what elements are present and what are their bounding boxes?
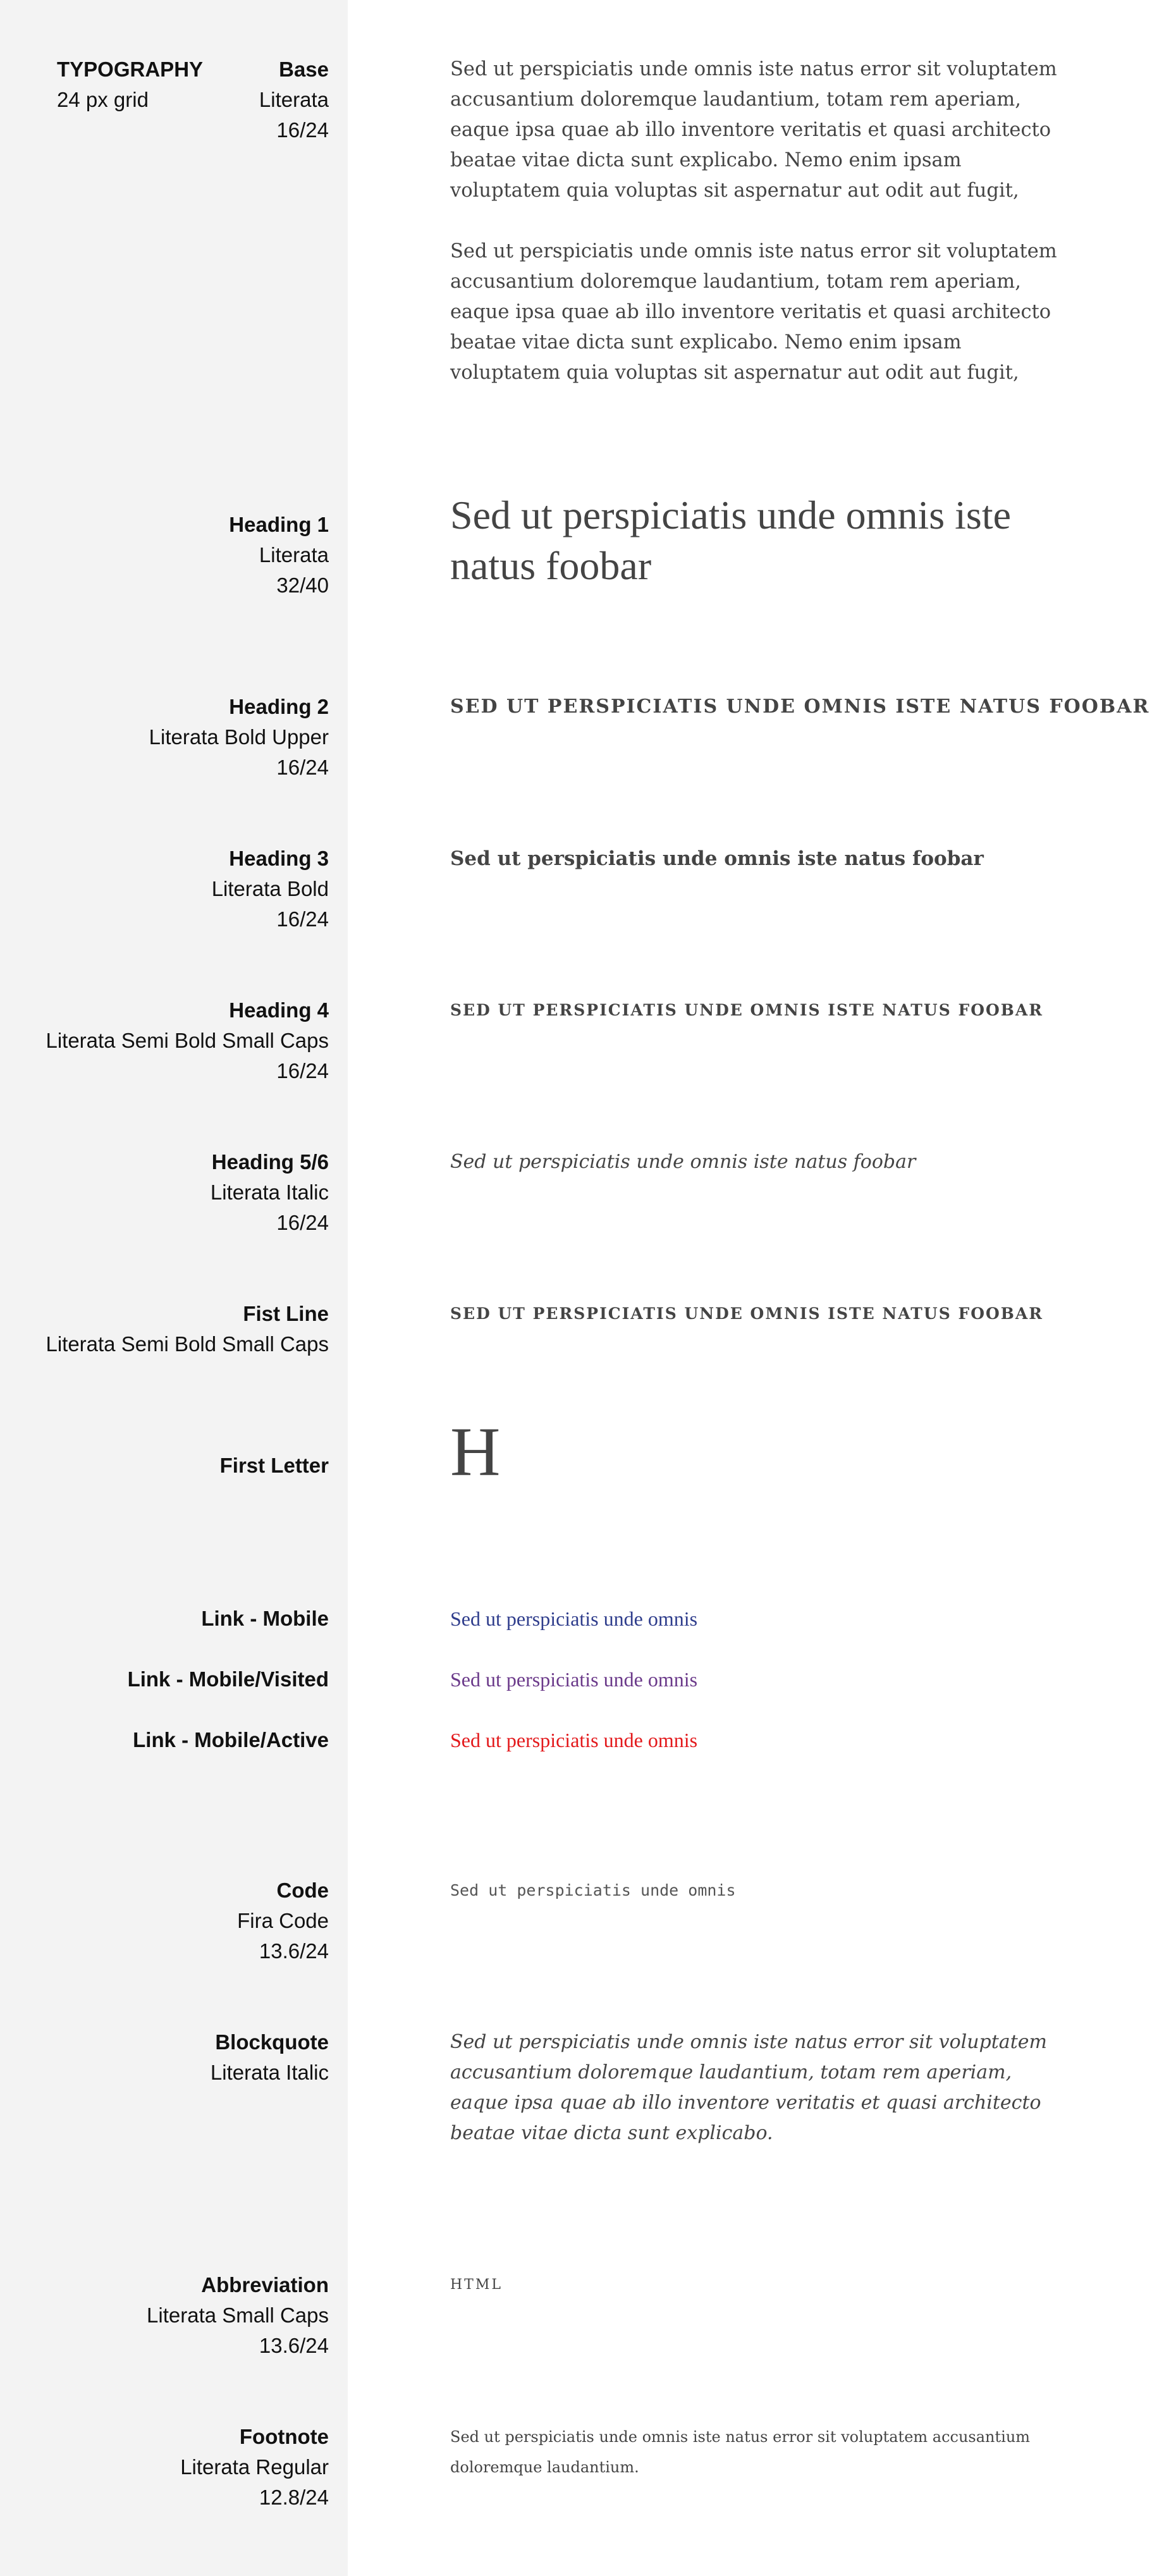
font-size: 16/24 [276,1059,329,1083]
sample-heading-2: SED UT PERSPICIATIS UNDE OMNIS ISTE NATUS FOOBAR [450,696,1150,718]
style-name: Fist Line [243,1302,329,1325]
sidebar-panel [0,0,348,2576]
style-name: Code [276,1879,329,1902]
label-link-visited [0,1664,329,1695]
sample-base-paragraph-2: Sed ut perspiciatis unde omnis iste natus error sit voluptatem accusantium doloremque laudantium, totam rem aperiam, eaque ipsa quae ab illo inventore veritatis et quasi architecto beatae vitae dicta sunt explicabo. Nemo enim ipsam voluptatem quia voluptas sit aspernatur aut odit aut fugit, [450,240,1057,384]
style-name: Link - Mobile/Active [133,1728,329,1751]
label-link-mobile [0,1604,329,1634]
style-name: Heading 1 [229,513,329,536]
style-name: Abbreviation [201,2273,329,2297]
style-name: Heading 5/6 [211,1150,329,1174]
font-name: Literata Italic [210,2061,329,2084]
style-name: Link - Mobile/Visited [127,1667,329,1691]
font-name: Literata Semi Bold Small Caps [46,1332,329,1356]
sample-base-paragraph-1: Sed ut perspiciatis unde omnis iste natus error sit voluptatem accusantium doloremque laudantium, totam rem aperiam, eaque ipsa quae ab illo inventore veritatis et quasi architecto beatae vitae dicta sunt explicabo. Nemo enim ipsam voluptatem quia voluptas sit aspernatur aut odit aut fugit, [450,58,1057,202]
style-name: Blockquote [215,2030,329,2054]
label-blockquote [0,2027,329,2088]
font-name: Literata [259,88,329,111]
sample-heading-3: Sed ut perspiciatis unde omnis iste natus foobar [450,847,984,870]
font-size: 13.6/24 [259,1939,329,1963]
font-name: Literata Regular [180,2455,329,2479]
label-first-line [0,1299,329,1359]
sample-abbreviation: HTML [450,2277,503,2293]
style-name: Heading 4 [229,998,329,1022]
label-heading-4 [0,995,329,1086]
font-size: 16/24 [276,756,329,779]
style-name: Footnote [239,2425,329,2448]
label-heading-3 [0,843,329,935]
label-abbreviation [0,2270,329,2361]
sample-first-letter: H [450,1413,501,1490]
label-heading-2 [0,692,329,783]
label-code [0,1875,329,1966]
font-size: 16/24 [276,1211,329,1234]
style-name: First Letter [219,1454,329,1477]
font-size: 13.6/24 [259,2334,329,2357]
sample-heading-1: Sed ut perspiciatis unde omnis iste natus foobar [450,493,1011,588]
sample-blockquote: Sed ut perspiciatis unde omnis iste natus error sit voluptatem accusantium doloremque laudantium, totam rem aperiam, eaque ipsa quae ab illo inventore veritatis et quasi architecto beatae vitae dicta sunt explicabo. [450,2031,1047,2144]
label-base [0,54,329,145]
font-name: Literata Italic [210,1181,329,1204]
label-link-active [0,1725,329,1755]
font-size: 32/40 [276,573,329,597]
style-name: Base [279,58,329,81]
label-footnote [0,2422,329,2513]
grid-note: 24 px grid [57,88,149,111]
style-name: Link - Mobile [201,1607,329,1630]
label-heading-1 [0,510,329,601]
font-name: Literata Small Caps [147,2303,329,2327]
typography-title: TYPOGRAPHY [57,58,204,81]
font-name: Literata Bold Upper [149,725,329,749]
sample-footnote: Sed ut perspiciatis unde omnis iste natus error sit voluptatem accusantium doloremque laudantium. [450,2428,1031,2476]
label-first-letter [0,1451,329,1481]
font-size: 12.8/24 [259,2486,329,2509]
font-size: 16/24 [276,907,329,931]
sample-code: Sed ut perspiciatis unde omnis [450,1881,736,1899]
font-name: Literata [259,543,329,567]
style-name: Heading 3 [229,847,329,870]
font-size: 16/24 [276,118,329,142]
sample-link-active[interactable]: Sed ut perspiciatis unde omnis [450,1729,698,1751]
sample-first-line: SED UT PERSPICIATIS UNDE OMNIS ISTE NATUS FOOBAR [450,1304,1044,1323]
sample-heading-5-6: Sed ut perspiciatis unde omnis iste natus foobar [450,1151,916,1173]
label-heading-5-6 [0,1147,329,1238]
style-name: Heading 2 [229,695,329,718]
sample-link-visited[interactable]: Sed ut perspiciatis unde omnis [450,1668,698,1691]
font-name: Literata Bold [211,877,329,900]
sample-link-mobile[interactable]: Sed ut perspiciatis unde omnis [450,1607,698,1630]
sample-heading-4: SED UT PERSPICIATIS UNDE OMNIS ISTE NATUS FOOBAR [450,1001,1044,1019]
font-name: Literata Semi Bold Small Caps [46,1029,329,1052]
font-name: Fira Code [237,1909,329,1932]
